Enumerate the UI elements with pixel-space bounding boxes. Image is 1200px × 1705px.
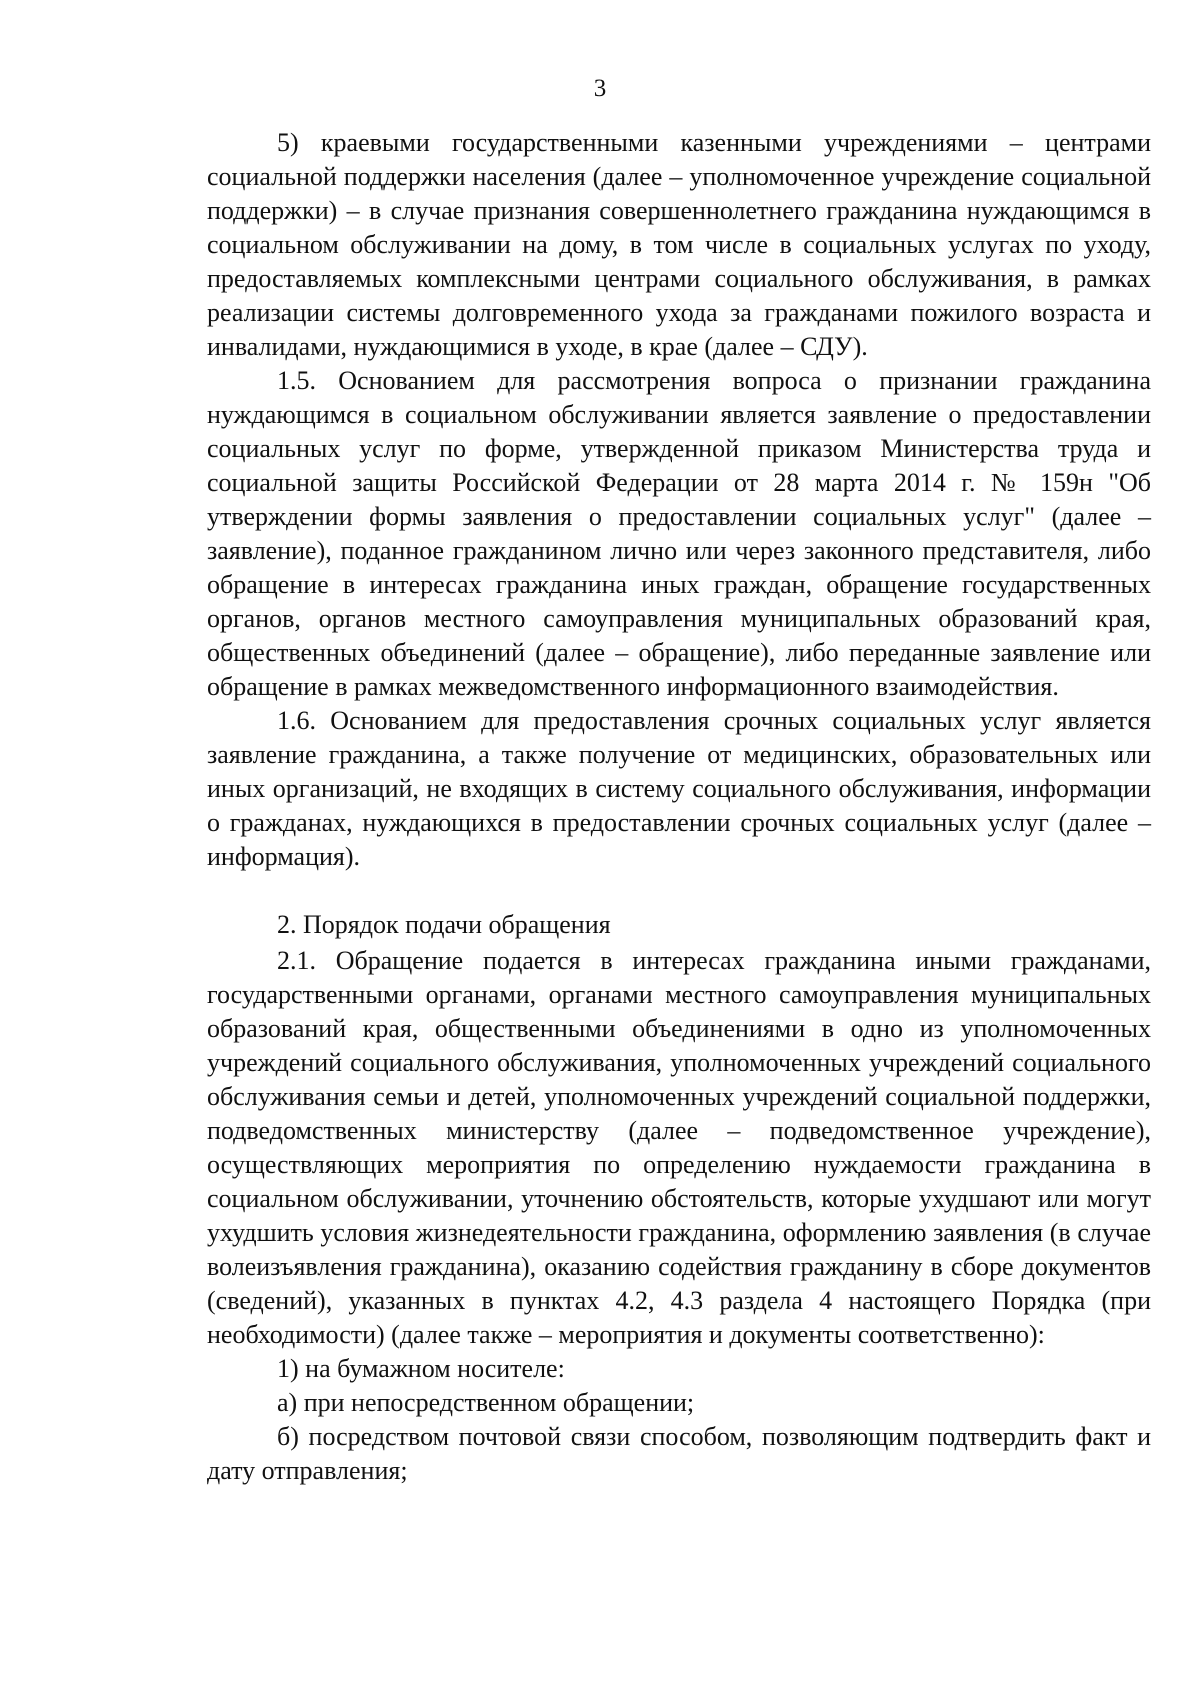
- list-item-1: 1) на бумажном носителе:: [277, 1354, 565, 1383]
- paragraph-1-6: 1.6. Основанием для предоставления срочных социальных услуг является заявление гражданина, а также получение от медицинских, образовательных или иных организаций, не входящих в систему социального обслуживания, информации о гражданах, нуждающихся в предоставлении срочных социальных услуг (далее – информация).: [207, 706, 1151, 871]
- list-item-b: б) посредством почтовой связи способом, позволяющим подтвердить факт и дату отправления;: [207, 1422, 1151, 1485]
- paragraph-2-1: 2.1. Обращение подается в интересах гражданина иными гражданами, государственными органами, органами местного самоуправления муниципальных образований края, общественными объединениями в одно из уполномоченных учреждений социального обслуживания, уполномоченных учреждений социального обслуживания семьи и детей, уполномоченных учреждений социальной поддержки, подведомственных министерству (далее – подведомственное учреждение), осуществляющих мероприятия по определению нуждаемости гражданина в социальном обслуживании, уточнению обстоятельств, которые ухудшают или могут ухудшить условия жизнедеятельности гражданина, оформлению заявления (в случае волеизъявления гражданина), оказанию содействия гражданину в сборе документов (сведений), указанных в пунктах 4.2, 4.3 раздела 4 настоящего Порядка (при необходимости) (далее также – мероприятия и документы соответственно):: [207, 946, 1151, 1349]
- list-item-a: а) при непосредственном обращении;: [277, 1388, 695, 1417]
- section-heading: 2. Порядок подачи обращения: [277, 910, 611, 939]
- paragraph-1-5: 1.5. Основанием для рассмотрения вопроса о признании гражданина нуждающимся в социальном обслуживании является заявление о предоставлении социальных услуг по форме, утвержденной приказом Министерства труда и социальной защиты Российской Федерации от 28 марта 2014 г. № 159н "Об утверждении формы заявления о предоставлении социальных услуг" (далее – заявление), поданное гражданином лично или через законного представителя, либо обращение в интересах гражданина иных граждан, обращение государственных органов, органов местного самоуправления муниципальных образований края, общественных объединений (далее – обращение), либо переданные заявление или обращение в рамках межведомственного информационного взаимодействия.: [207, 366, 1151, 701]
- page-number: 3: [593, 75, 607, 102]
- document-body: [207, 126, 1151, 1488]
- paragraph-item-5: 5) краевыми государственными казенными учреждениями – центрами социальной поддержки населения (далее – уполномоченное учреждение социальной поддержки) – в случае признания совершеннолетнего гражданина нуждающимся в социальном обслуживании на дому, в том числе в социальных услугах по уходу, предоставляемых комплексными центрами социального обслуживания, в рамках реализации системы долговременного ухода за гражданами пожилого возраста и инвалидами, нуждающимися в уходе, в крае (далее – СДУ).: [207, 128, 1151, 361]
